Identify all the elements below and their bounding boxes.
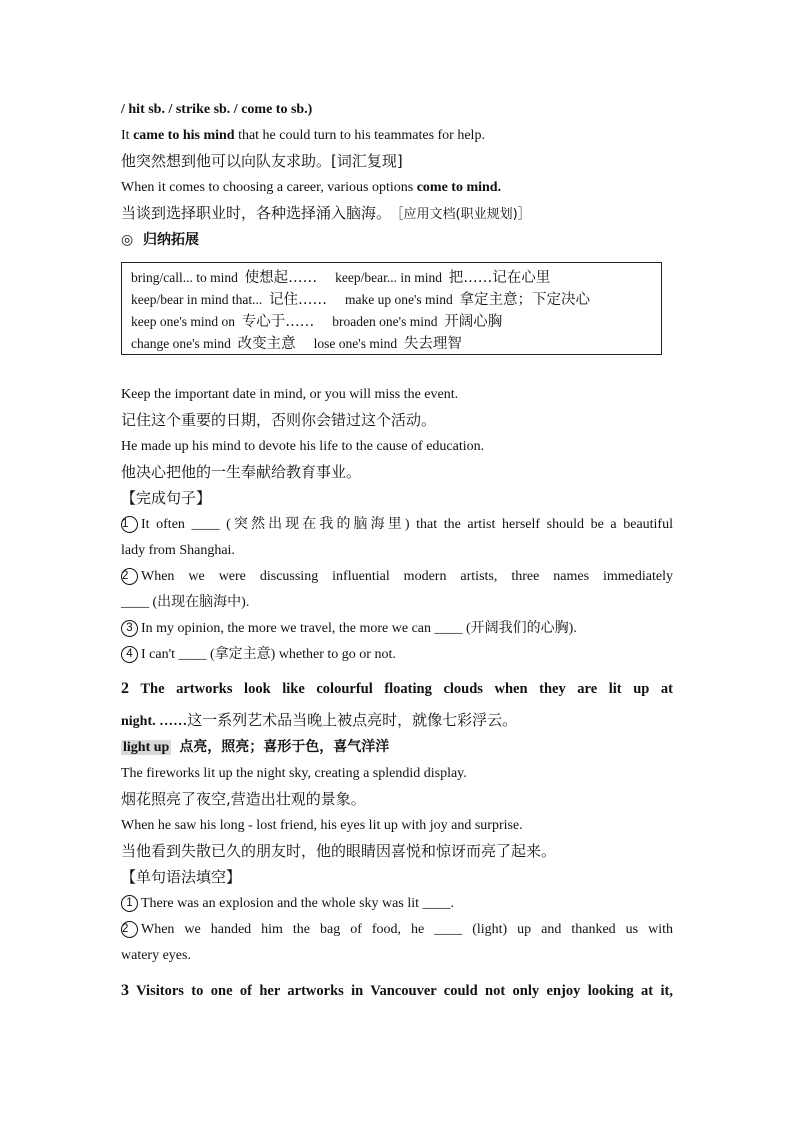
item-number: 4 <box>121 646 138 663</box>
phrase-row: keep/bear in mind that... 记住…… make up one's mind 拿定主意；下定决心 <box>131 292 591 308</box>
point-2-heading: 2 The artworks look like colourful floating clouds when they are lit up at <box>121 680 673 697</box>
grammar-item-2-cont: watery eyes. <box>121 948 191 963</box>
example-sentence-6: When he saw his long - lost friend, his eyes lit up with joy and surprise. <box>121 818 523 833</box>
example-sentence-1: It came to his mind that he could turn to his teammates for help. <box>121 128 485 143</box>
task-item-1: 1 It often ____ (突然出现在我的脑海里) that the artist herself should be a beautiful <box>122 517 673 532</box>
grammar-item-1: 1 There was an explosion and the whole sky was lit ____. <box>121 895 673 913</box>
phrase-light-up: light up 点亮，照亮；喜形于色，喜气洋洋 <box>123 739 390 755</box>
example-translation-1: 他突然想到他可以向队友求助。[词汇复现] <box>121 152 403 170</box>
phrase-summary-box <box>121 262 662 355</box>
task-item-2-cont: ____ (出现在脑海中). <box>121 595 250 610</box>
point-3-heading: 3 Visitors to one of her artworks in Vancouver could not only enjoy looking at it, <box>121 982 673 999</box>
task-item-1-cont: lady from Shanghai. <box>121 543 235 558</box>
example-translation-2: 当谈到选择职业时，各种选择涌入脑海。 ［应用文档(职业规划)］ <box>121 204 531 222</box>
grammar-item-2: 2 When we handed him the bag of food, he ____ (light) up and thanked us with <box>122 922 673 937</box>
example-translation-4: 他决心把他的一生奉献给教育事业。 <box>121 463 362 481</box>
item-number: 2 <box>121 568 138 585</box>
example-sentence-3: Keep the important date in mind, or you will miss the event. <box>121 387 459 402</box>
task-item-2: 2 When we were discussing influential modern artists, three names immediately <box>122 569 673 584</box>
phrase-row: keep one's mind on 专心于…… broaden one's mind 开阔心胸 <box>131 314 503 330</box>
item-number: 1 <box>121 516 138 533</box>
task-item-4: 4 I can't ____ (拿定主意) whether to go or not. <box>121 646 673 664</box>
task-item-3: 3 In my opinion, the more we travel, the more we can ____ (开阔我们的心胸). <box>121 620 673 638</box>
item-number: 3 <box>121 620 138 637</box>
phrase-row: change one's mind 改变主意 lose one's mind 失去理智 <box>131 336 462 352</box>
example-sentence-2: When it comes to choosing a career, various options come to mind. <box>121 180 502 195</box>
example-sentence-4: He made up his mind to devote his life to the cause of education. <box>121 439 485 454</box>
phrase-row: bring/call... to mind 使想起…… keep/bear... in mind 把……记在心里 <box>131 270 551 286</box>
task-complete-sentences-title: 【完成句子】 <box>121 489 212 507</box>
bullseye-icon: ◎ <box>121 232 134 248</box>
example-translation-3: 记住这个重要的日期，否则你会错过这个活动。 <box>121 411 437 429</box>
example-translation-6: 当他看到失散已久的朋友时，他的眼睛因喜悦和惊讶而亮了起来。 <box>121 842 557 860</box>
task-grammar-fill-title: 【单句语法填空】 <box>121 868 242 886</box>
item-number: 2 <box>121 921 138 938</box>
point-2-heading-cont: night. ……这一系列艺术品当晚上被点亮时，就像七彩浮云。 <box>121 711 518 729</box>
example-translation-5: 烟花照亮了夜空,营造出壮观的景象。 <box>121 790 366 808</box>
example-sentence-5: The fireworks lit up the night sky, creating a splendid display. <box>121 766 467 781</box>
top-fragment: / hit sb. / strike sb. / come to sb.) <box>121 102 313 117</box>
item-number: 1 <box>121 895 138 912</box>
section-summary-heading: ◎ 归纳拓展 <box>121 232 199 248</box>
